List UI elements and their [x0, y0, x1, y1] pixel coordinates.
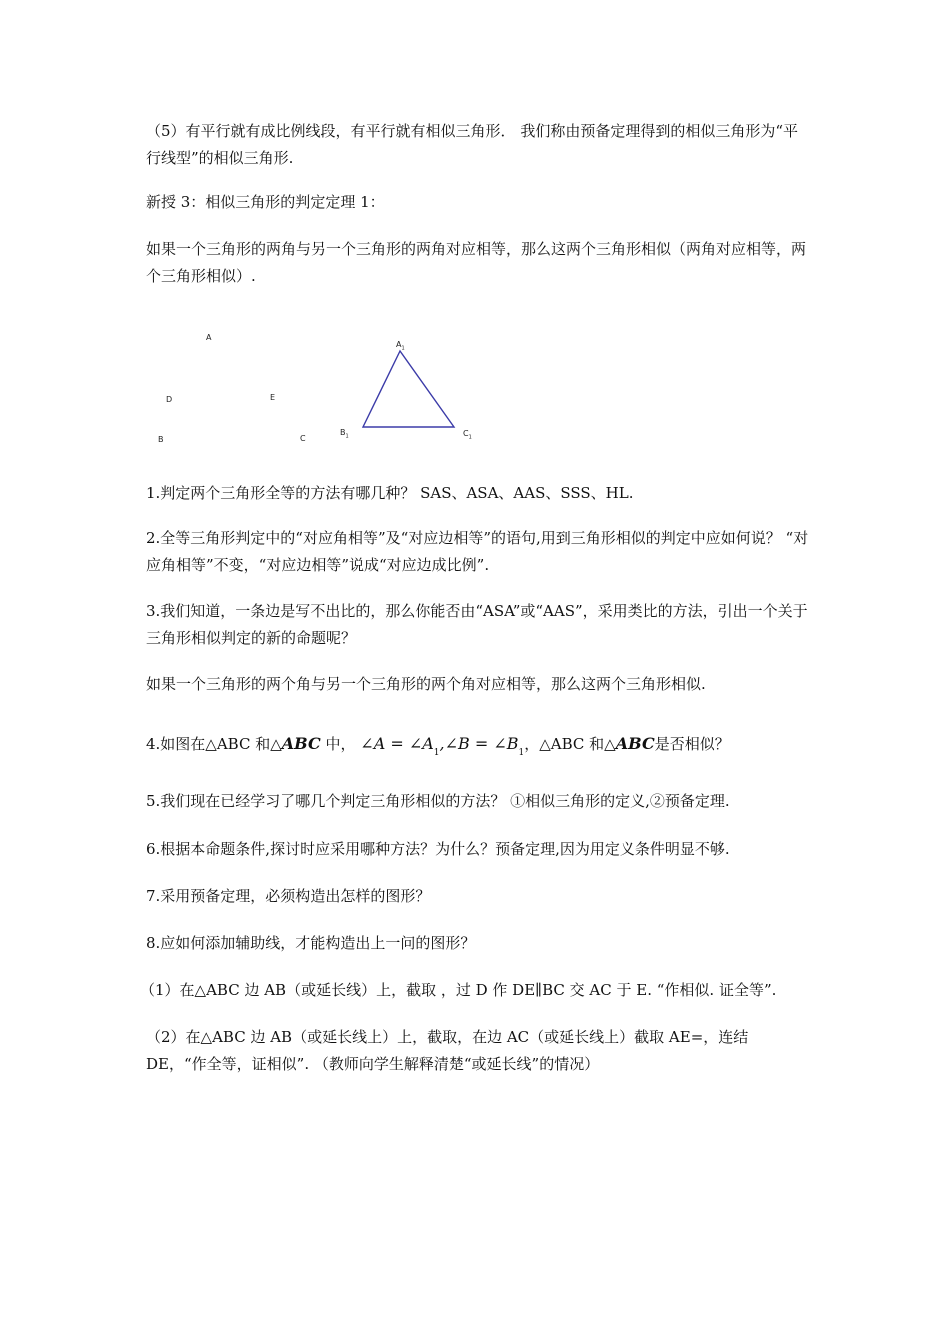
triangle-a1b1c1-outline [363, 351, 454, 427]
label-A1: $A_1$ [396, 340, 405, 352]
question-3-answer: 如果一个三角形的两个角与另一个三角形的两个角对应相等，那么这两个三角形相似. [146, 675, 706, 693]
question-7: 7.采用预备定理，必须构造出怎样的图形？ [146, 887, 431, 905]
question-8: 8.应如何添加辅助线，才能构造出上一问的图形？ [146, 934, 476, 952]
q4-triangle-a1b1c1: ABC [281, 734, 321, 753]
triangle-a1b1c1 [355, 340, 465, 440]
question-5: 5.我们现在已经学习了哪几个判定三角形相似的方法？ ①相似三角形的定义,②预备定理. [146, 792, 730, 810]
question-8-method-1: （1）在△ABC 边 AB（或延长线）上，截取 ，过 D 作 DE∥BC 交 AC 于 E. “作相似. 证全等”. [140, 981, 777, 999]
question-8-method-2: （2）在△ABC 边 AB（或延长线上）上，截取，在边 AC（或延长线上）截取 AE=，连结 DE，“作全等，证相似”. （教师向学生解释清楚“或延长线”的情况） [146, 1028, 749, 1073]
question-3: 3.我们知道，一条边是写不出比的，那么你能否由“ASA”或“AAS”，采用类比的方法，引出一个关于三角形相似判定的新的命题呢？ [146, 602, 808, 647]
question-2: 2.全等三角形判定中的“对应角相等”及“对应边相等”的语句,用到三角形相似的判定中应如何说？ “对应角相等”不变，“对应边相等”说成“对应边成比例”. [146, 529, 809, 574]
label-D: D [166, 395, 173, 404]
q4-after: ，△ABC 和△ [524, 735, 616, 753]
q4-prefix: 4.如图在△ABC 和△ [146, 735, 282, 753]
label-C: C [300, 434, 306, 443]
theorem-1-statement: 如果一个三角形的两角与另一个三角形的两角对应相等，那么这两个三角形相似（两角对应相等，两个三角形相似）. [146, 240, 807, 285]
question-6: 6.根据本命题条件,探讨时应采用哪种方法？为什么？预备定理,因为用定义条件明显不够. [146, 840, 730, 858]
label-B: B [158, 435, 164, 444]
question-1: 1.判定两个三角形全等的方法有哪几种？ SAS、ASA、AAS、SSS、HL. [146, 484, 634, 502]
q4-angle-condition: ∠A = $\angle A_1,\angle B$ = $\angle B_1$ [360, 734, 525, 758]
label-B1: $B_1$ [340, 428, 349, 440]
paragraph-5: （5）有平行就有成比例线段，有平行就有相似三角形． 我们称由预备定理得到的相似三角形为“平行线型”的相似三角形. [146, 122, 798, 167]
q4-triangle-a1b1c1-2: ABC [615, 734, 655, 753]
label-C1: $C_1$ [463, 429, 472, 441]
q4-suffix: 是否相似？ [654, 735, 730, 753]
question-4 [146, 730, 810, 767]
triangle-figure [0, 320, 950, 460]
section-heading-new-lesson-3: 新授 3：相似三角形的判定定理 1： [146, 193, 385, 211]
label-E: E [270, 393, 276, 402]
label-A: A [206, 333, 212, 342]
q4-mid: 中， [320, 735, 356, 753]
